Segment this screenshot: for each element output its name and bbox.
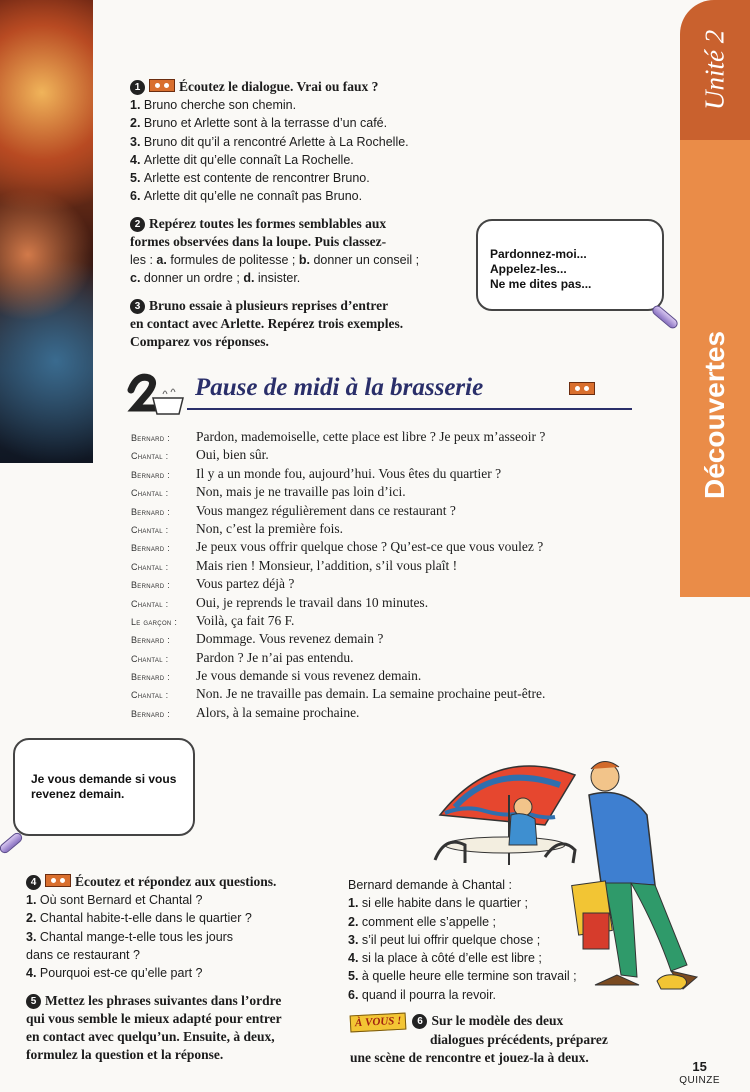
page-number xyxy=(679,1060,720,1088)
exercise-number: 3 xyxy=(130,299,145,314)
exercise-number: 2 xyxy=(130,217,145,232)
exercise-3-line: Comparez vos réponses. xyxy=(130,334,269,349)
list-item-text: Arlette dit qu’elle connaît La Rochelle. xyxy=(143,152,354,167)
letter: b. xyxy=(298,253,310,267)
exercise-6-line: Sur le modèle des deux xyxy=(431,1013,564,1028)
loupe-line: Pardonnez-moi... xyxy=(490,247,587,261)
dialogue-line xyxy=(131,631,621,649)
cup-two-icon xyxy=(127,368,189,420)
text: formules de politesse ; xyxy=(170,253,296,267)
unit-tab xyxy=(680,0,750,140)
list-item-text: à quelle heure elle termine son travail ; xyxy=(361,969,577,984)
list-item xyxy=(130,151,520,169)
speaker-name: Bernard : xyxy=(131,543,171,554)
cassette-icon xyxy=(569,382,595,395)
exercise-6 xyxy=(350,1012,650,1067)
section-heading xyxy=(127,368,627,420)
text: donner un conseil ; xyxy=(313,253,420,267)
letter: d. xyxy=(243,271,255,286)
cassette-icon xyxy=(149,79,175,92)
exercise-number: 6 xyxy=(412,1014,427,1029)
magnifier-handle-icon xyxy=(0,831,24,855)
exercise-5-line: qui vous semble le mieux adapté pour entrer xyxy=(26,1011,282,1026)
exercise-1-heading xyxy=(130,78,520,96)
text: les : xyxy=(130,253,153,267)
exercise-5-line: Mettez les phrases suivantes dans l’ordre xyxy=(45,993,282,1008)
exercise-2-line xyxy=(130,251,430,269)
list-item-text: Bruno cherche son chemin. xyxy=(143,98,297,112)
exercise-number: 1 xyxy=(130,80,145,95)
speaker-name: Chantal : xyxy=(131,561,169,572)
dialogue-line xyxy=(131,503,621,521)
item-number: 5. xyxy=(348,969,362,984)
dialogue-text: Il y a un monde fou, aujourd’hui. Vous êtes du quartier ? xyxy=(196,465,502,481)
speaker-name: Bernard : xyxy=(131,708,171,719)
item-number: 1. xyxy=(348,896,362,911)
list-item-text: Où sont Bernard et Chantal ? xyxy=(39,893,203,907)
loupe-line: revenez demain. xyxy=(31,787,125,801)
exercise-3 xyxy=(130,297,460,351)
exercise-6-line: dialogues précédents, préparez xyxy=(430,1032,608,1047)
exercise-1-list xyxy=(130,96,520,206)
page-number-word: QUINZE xyxy=(679,1075,720,1086)
exercise-4 xyxy=(26,873,326,982)
unit-sidebar xyxy=(680,0,750,597)
dialogue-text: Non. Je ne travaille pas demain. La semaine prochaine peut-être. xyxy=(196,686,546,702)
item-number: 1. xyxy=(26,893,40,907)
list-item xyxy=(130,187,520,205)
exercise-5-line: formulez la question et la réponse. xyxy=(26,1047,224,1062)
list-item-text: si la place à côté d’elle est libre ; xyxy=(361,951,542,966)
speaker-name: Bernard : xyxy=(131,635,171,646)
speaker-name: Chantal : xyxy=(131,488,169,499)
dialogue-line xyxy=(131,686,621,704)
list-item-text: si elle habite dans le quartier ; xyxy=(361,896,528,911)
exercise-2-line xyxy=(130,269,430,287)
item-number: 6. xyxy=(348,987,362,1002)
list-item-text: Bruno dit qu’il a rencontré Arlette à La Rochelle. xyxy=(143,134,409,149)
letter: a. xyxy=(156,253,167,267)
brasserie-photo xyxy=(0,0,93,463)
loupe-line: Je vous demande si vous xyxy=(31,772,177,786)
item-number: 6. xyxy=(130,189,144,204)
item-number: 5. xyxy=(130,171,144,186)
list-item xyxy=(130,169,520,187)
list-item xyxy=(130,114,520,132)
exercise-3-line: en contact avec Arlette. Repérez trois exemples. xyxy=(130,316,404,331)
item-number: 3. xyxy=(348,932,362,947)
dialogue-line xyxy=(131,558,621,576)
list-item xyxy=(26,891,326,909)
dialogue-text: Vous partez déjà ? xyxy=(196,576,295,592)
list-item-text: comment elle s’appelle ; xyxy=(361,914,497,929)
dialogue-line xyxy=(131,484,621,502)
exercise-1 xyxy=(130,78,520,206)
list-item-text: Arlette est contente de rencontrer Bruno. xyxy=(143,171,370,186)
dialogue-line xyxy=(131,429,621,447)
item-number: 3. xyxy=(130,134,144,149)
speaker-name: Chantal : xyxy=(131,653,169,664)
list-item xyxy=(26,909,326,927)
dialogue-text: Je vous demande si vous revenez demain. xyxy=(196,668,422,684)
exercise-3-line: Bruno essaie à plusieurs reprises d’entrer xyxy=(149,298,389,313)
exercise-4-list xyxy=(26,891,326,982)
dialogue-line xyxy=(131,466,621,484)
dialogue-line xyxy=(131,447,621,465)
list-item xyxy=(26,964,326,982)
loupe-bubble xyxy=(13,738,195,836)
item-number: 2. xyxy=(348,914,362,929)
dialogue-text: Non, mais je ne travaille pas loin d’ici. xyxy=(196,484,406,500)
item-number: 1. xyxy=(130,98,144,112)
list-item-text: dans ce restaurant ? xyxy=(26,947,140,962)
dialogue-text: Oui, je reprends le travail dans 10 minutes. xyxy=(196,594,429,610)
dialogue-line xyxy=(131,576,621,594)
speaker-name: Chantal : xyxy=(131,690,169,701)
speaker-name: Bernard : xyxy=(131,469,171,480)
dialogue-text: Vous mangez régulièrement dans ce restaurant ? xyxy=(196,502,456,518)
dialogue-text: Pardon, mademoiselle, cette place est libre ? Je peux m’asseoir ? xyxy=(196,429,546,444)
reported-intro: Bernard demande à Chantal : xyxy=(348,878,512,892)
dialogue-line xyxy=(131,650,621,668)
item-number: 3. xyxy=(26,929,40,944)
list-item xyxy=(26,928,326,946)
list-item-text: Pourquoi est-ce qu’elle part ? xyxy=(39,966,203,981)
list-item-text: s’il peut lui offrir quelque chose ; xyxy=(361,932,541,947)
speaker-name: Bernard : xyxy=(131,672,171,683)
cassette-icon xyxy=(45,874,71,887)
dialogue-line xyxy=(131,668,621,686)
exercise-5-line: en contact avec quelqu’un. Ensuite, à deux, xyxy=(26,1029,275,1044)
dialogue-text: Je peux vous offrir quelque chose ? Qu’est-ce que vous voulez ? xyxy=(196,539,544,555)
dialogue-text: Pardon ? Je n’ai pas entendu. xyxy=(196,649,354,665)
item-number: 4. xyxy=(130,152,144,167)
dialogue-text: Non, c’est la première fois. xyxy=(196,520,343,536)
speaker-name: Chantal : xyxy=(131,524,169,535)
section-tab xyxy=(680,140,750,597)
list-item-text: Chantal habite-t-elle dans le quartier ? xyxy=(39,911,252,926)
dialogue-line xyxy=(131,539,621,557)
loupe-line: Ne me dites pas... xyxy=(490,277,592,291)
list-item-text: Arlette dit qu’elle ne connaît pas Bruno. xyxy=(143,189,363,204)
exercise-5 xyxy=(26,992,326,1064)
magnifier-handle-icon xyxy=(650,304,679,331)
exercise-4-title: Écoutez et répondez aux questions. xyxy=(75,874,277,889)
dialogue-text: Mais rien ! Monsieur, l’addition, s’il vous plaît ! xyxy=(196,557,458,573)
section-label: Découvertes xyxy=(699,330,730,500)
exercise-2 xyxy=(130,215,430,288)
letter: c. xyxy=(130,271,141,286)
title-rule xyxy=(187,408,632,410)
exercise-2-line: Repérez toutes les formes semblables aux xyxy=(149,216,387,231)
cafe-illustration xyxy=(425,745,715,1005)
section-title: Pause de midi à la brasserie xyxy=(195,374,484,401)
loupe-line: Appelez-les... xyxy=(490,262,567,276)
exercise-number: 5 xyxy=(26,994,41,1009)
exercise-2-line: formes observées dans la loupe. Puis classez- xyxy=(130,234,387,249)
list-item-text: Bruno et Arlette sont à la terrasse d’un café. xyxy=(143,116,388,131)
list-item-text: Chantal mange-t-elle tous les jours xyxy=(39,929,234,944)
loupe-bubble xyxy=(476,219,664,311)
item-number: 2. xyxy=(130,116,144,131)
text: insister. xyxy=(257,271,301,286)
dialogue-text: Dommage. Vous revenez demain ? xyxy=(196,631,384,647)
unit-label: Unité 2 xyxy=(699,29,730,111)
text: donner un ordre ; xyxy=(143,271,240,286)
exercise-1-title: Écoutez le dialogue. Vrai ou faux ? xyxy=(179,79,379,94)
item-number: 4. xyxy=(348,951,362,966)
dialogue xyxy=(131,429,621,723)
umbrella-icon xyxy=(440,766,575,825)
dialogue-text: Voilà, ça fait 76 F. xyxy=(196,612,295,628)
page-number-digits: 15 xyxy=(692,1059,707,1074)
item-number: 2. xyxy=(26,911,40,926)
speaker-name: Chantal : xyxy=(131,451,169,462)
speaker-name: Bernard : xyxy=(131,580,171,591)
exercise-6-line: une scène de rencontre et jouez-la à deux. xyxy=(350,1050,589,1065)
dialogue-line xyxy=(131,705,621,723)
list-item xyxy=(130,96,520,114)
a-vous-badge: À VOUS ! xyxy=(350,1013,407,1033)
speaker-name: Chantal : xyxy=(131,598,169,609)
speaker-name: Le garçon : xyxy=(131,616,178,627)
exercise-4-heading xyxy=(26,873,326,891)
dialogue-line xyxy=(131,613,621,631)
speaker-name: Bernard : xyxy=(131,433,171,443)
dialogue-line xyxy=(131,595,621,613)
speaker-name: Bernard : xyxy=(131,506,171,517)
item-number: 4. xyxy=(26,966,40,981)
dialogue-text: Oui, bien sûr. xyxy=(196,447,269,463)
exercise-number: 4 xyxy=(26,875,41,890)
dialogue-text: Alors, à la semaine prochaine. xyxy=(196,704,360,720)
dialogue-line xyxy=(131,521,621,539)
list-item xyxy=(130,133,520,151)
list-item-text: quand il pourra la revoir. xyxy=(361,987,497,1002)
list-item xyxy=(26,946,326,964)
